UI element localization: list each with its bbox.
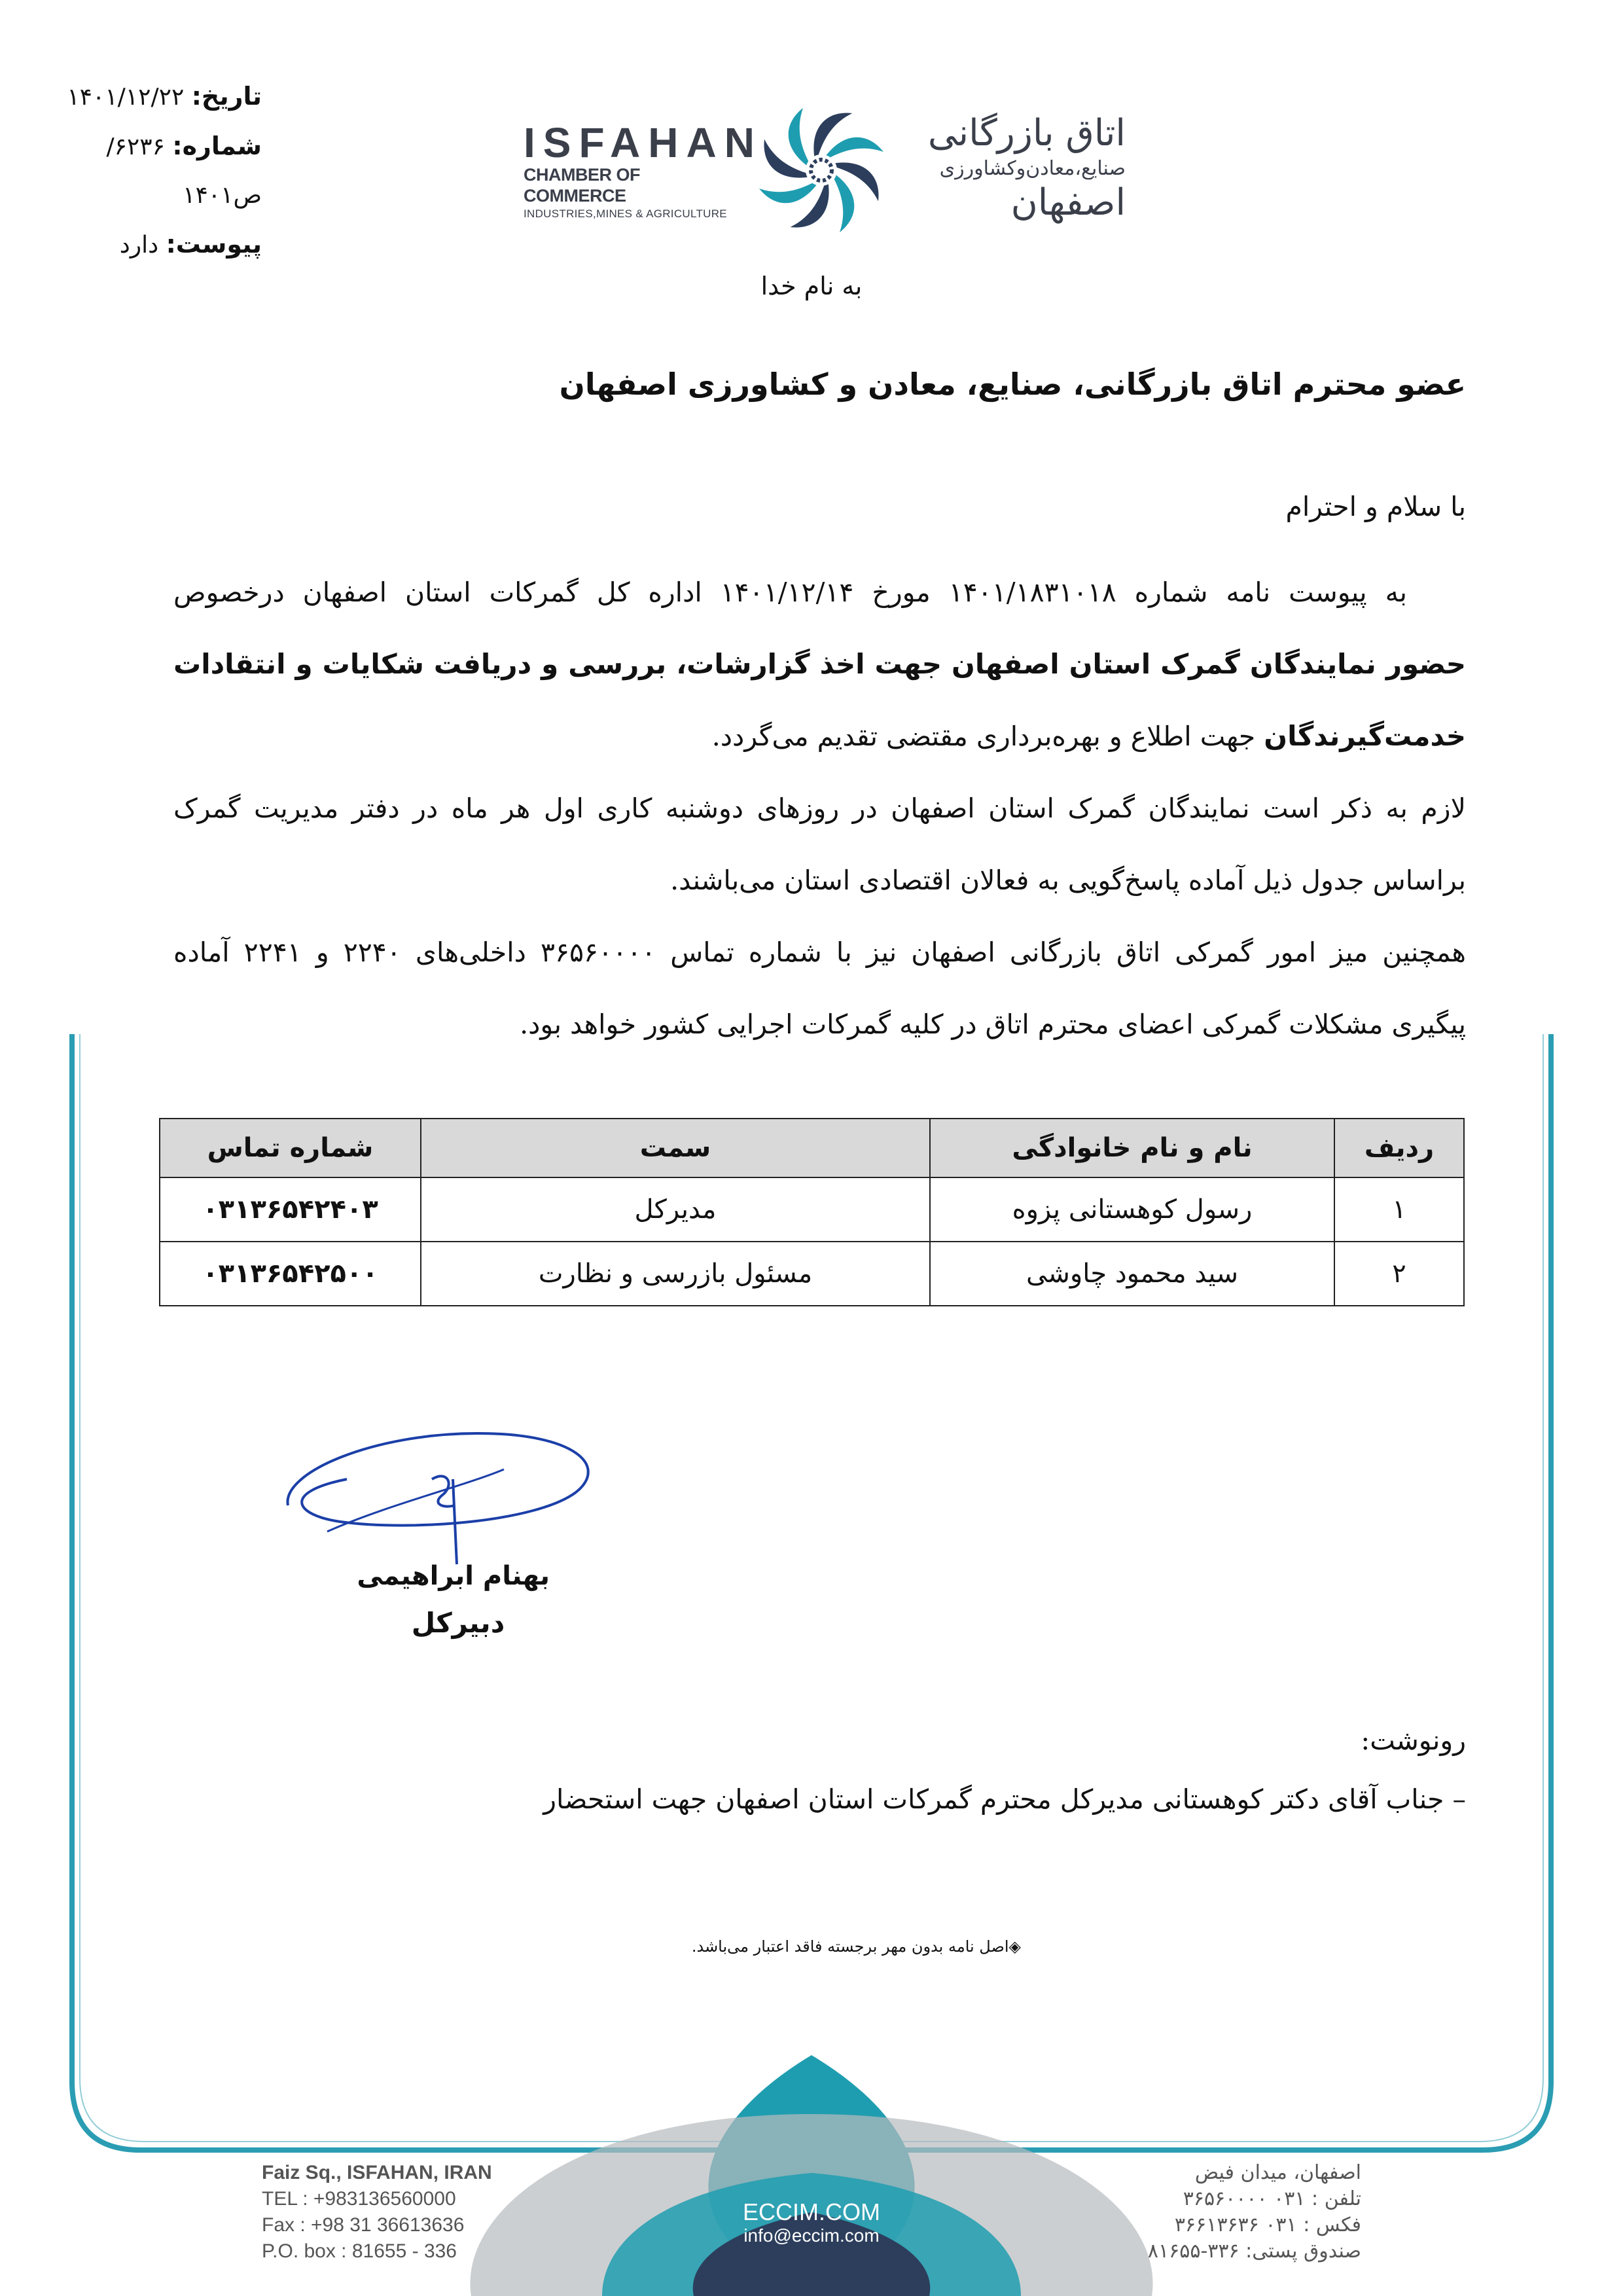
cell-position: مدیرکل	[421, 1177, 930, 1242]
cc-line: – جناب آقای دکتر کوهستانی مدیرکل محترم گمرکات استان اصفهان جهت استحضار	[543, 1784, 1466, 1815]
paragraph-2-line-2: براساس جدول ذیل آماده پاسخ‌گویی به فعالان اقتصادی استان می‌باشند.	[670, 865, 1466, 896]
cell-phone: ۰۳۱۳۶۵۴۲۵۰۰	[160, 1242, 421, 1306]
basmala: به نام خدا	[760, 272, 863, 300]
number-label: شماره:	[172, 132, 262, 160]
cell-row-number: ۱	[1334, 1177, 1464, 1242]
footer-fa-pobox: صندوق پستی: ۳۳۶-۸۱۶۵۵	[1147, 2240, 1361, 2263]
logo-fa-line2: صنایع،معادن‌وکشاورزی	[939, 157, 1126, 180]
col-header-phone: شماره تماس	[160, 1119, 421, 1177]
footer-fa-fax: فکس : ۰۳۱ ۳۶۶۱۳۶۳۶	[1174, 2214, 1361, 2236]
col-header-position: سمت	[421, 1119, 930, 1177]
paragraph-2-line-1: لازم به ذکر است نمایندگان گمرک استان اصفهان در روزهای دوشنبه کاری اول هر ماه در دفتر مدیریت گمرک	[173, 793, 1466, 824]
signer-title: دبیرکل	[411, 1607, 505, 1639]
footer-email-link[interactable]: info@eccim.com	[743, 2225, 880, 2246]
paragraph-1-line-2: حضور نمایندگان گمرک استان اصفهان جهت اخذ گزارشات، بررسی و دریافت شکایات و انتقادات	[173, 648, 1466, 680]
footer-en-fax: Fax : +98 31 36613636	[262, 2214, 465, 2236]
footer-fa-address: اصفهان، میدان فیض	[1194, 2161, 1361, 2184]
cell-name: رسول کوهستانی پزوه	[930, 1177, 1334, 1242]
paragraph-1-line-3-rest: جهت اطلاع و بهره‌برداری مقتضی تقدیم می‌گردد.	[711, 721, 1264, 752]
footer-contact-persian	[1113, 2160, 1361, 2265]
col-header-name: نام و نام خانوادگی	[930, 1119, 1334, 1177]
footer-fa-tel: تلفن : ۰۳۱ ۳۶۵۶۰۰۰۰	[1183, 2187, 1361, 2210]
footer-website-link[interactable]: ECCIM.COM	[743, 2198, 880, 2225]
footer-en-pobox: P.O. box : 81655 - 336	[262, 2240, 457, 2262]
cell-row-number: ۲	[1334, 1242, 1464, 1306]
recipient-heading: عضو محترم اتاق بازرگانی، صنایع، معادن و کشاورزی اصفهان	[559, 367, 1466, 402]
logo-en-line3: INDUSTRIES,MINES & AGRICULTURE	[524, 207, 727, 220]
footer-web	[713, 2199, 910, 2246]
cell-phone: ۰۳۱۳۶۵۴۲۴۰۳	[160, 1177, 421, 1242]
col-header-row-number: ردیف	[1334, 1119, 1464, 1177]
logo-fa-line1: اتاق بازرگانی	[927, 112, 1126, 154]
footer-contact-english	[262, 2160, 537, 2265]
cell-position: مسئول بازرسی و نظارت	[421, 1242, 930, 1306]
logo-en-line1: ISFAHAN	[524, 119, 762, 166]
greeting: با سلام و احترام	[1285, 491, 1466, 522]
logo-en-line2: CHAMBER OF COMMERCE	[524, 165, 640, 206]
footer-en-address: Faiz Sq., ISFAHAN, IRAN	[262, 2162, 492, 2183]
date-label: تاریخ:	[191, 82, 262, 111]
paragraph-3-line-2: پیگیری مشکلات گمرکی اعضای محترم اتاق در کلیه گمرکات اجرایی کشور خواهد بود.	[520, 1009, 1466, 1040]
paragraph-1-line-1: به پیوست نامه شماره ۱۴۰۱/۱۸۳۱۰۱۸ مورخ ۱۴۰۱/۱۲/۱۴ اداره کل گمرکات استان اصفهان درخصوص	[173, 577, 1407, 608]
number-value: ۶۲۳۶/ص۱۴۰۱	[106, 134, 262, 209]
footer-en-tel: TEL : +983136560000	[262, 2188, 456, 2210]
footer-lotus-icon	[458, 2042, 1165, 2296]
date-value: ۱۴۰۱/۱۲/۲۲	[67, 84, 185, 111]
cell-name: سید محمود چاوشی	[930, 1242, 1334, 1306]
attachment-value: دارد	[119, 232, 159, 259]
cc-label: رونوشت:	[1361, 1725, 1466, 1756]
attachment-label: پیوست:	[166, 230, 262, 259]
paragraph-1-bold-term: خدمت‌گیرندگان	[1264, 720, 1466, 752]
logo-fa-line3: اصفهان	[1010, 181, 1126, 224]
validity-notice-text: اصل نامه بدون مهر برجسته فاقد اعتبار می‌باشد.	[691, 1937, 1009, 1956]
paragraph-3-line-1: همچنین میز امور گمرکی اتاق بازرگانی اصفهان نیز با شماره تماس ۳۶۵۶۰۰۰۰ داخلی‌های ۲۲۴۰ و ۲۲۴۱ آماده	[173, 937, 1466, 968]
signer-name: بهنام ابراهیمی	[357, 1561, 550, 1591]
diamond-bullet-icon: ◈	[1008, 1937, 1021, 1956]
